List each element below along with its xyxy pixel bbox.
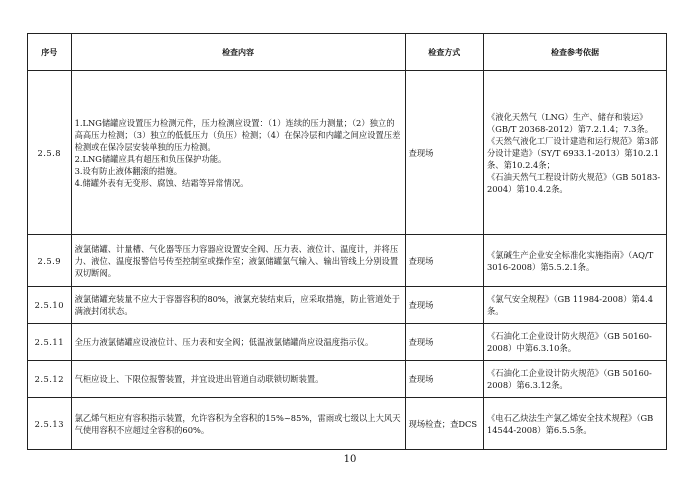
table-row [28, 235, 667, 287]
row-method: 查现场 [405, 324, 483, 361]
row-method: 查现场 [405, 71, 483, 235]
row-method: 查现场 [405, 287, 483, 324]
row-method: 查现场 [405, 361, 483, 398]
row-reference: 《氯气安全规程》（GB 11984-2008）第4.4条。 [484, 287, 667, 324]
table-row [28, 361, 667, 398]
row-reference: 《石油化工企业设计防火规范》（GB 50160-2008）中第6.3.10条。 [484, 324, 667, 361]
row-content: 液氯储罐充装量不应大于容器容积的80%，液氯充装结束后，应采取措施，防止管道处于满液封闭状态。 [71, 287, 405, 324]
row-content: 氯乙烯气柜应有容积指示装置，允许容积为全容积的15%~85%，雷雨或七级以上大风天气使用容积不应超过全容积的60%。 [71, 398, 405, 450]
row-reference: 《石油化工企业设计防火规范》（GB 50160-2008）第6.3.12条。 [484, 361, 667, 398]
row-content: 气柜应设上、下限位报警装置，并宜设进出管道自动联锁切断装置。 [71, 361, 405, 398]
row-number: 2.5.13 [28, 398, 72, 450]
row-number: 2.5.10 [28, 287, 72, 324]
row-content: 全压力液氯储罐应设液位计、压力表和安全阀；低温液氯储罐尚应设温度指示仪。 [71, 324, 405, 361]
row-reference: 《氯碱生产企业安全标准化实施指南》（AQ/T 3016-2008）第5.5.2.1条。 [484, 235, 667, 287]
table-row [28, 287, 667, 324]
inspection-table [27, 33, 667, 450]
table-row [28, 71, 667, 235]
row-method: 查现场 [405, 235, 483, 287]
row-method: 现场检查；查DCS [405, 398, 483, 450]
header-serial-number: 序号 [28, 34, 72, 71]
header-check-content: 检查内容 [71, 34, 405, 71]
row-reference: 《液化天然气（LNG）生产、储存和装运》（GB/T 20368-2012）第7.2.1.4；7.3条。 《天然气液化工厂设计建造和运行规范》第3部分设计建造》（SY/T 6933.1-2013）第10.2.1条、第10.2.4条； 《石油天然气工程设计防火规范》（GB 50183-2004）第10.4.2条。 [484, 71, 667, 235]
row-reference: 《电石乙炔法生产氯乙烯安全技术规程》（GB 14544-2008）第6.5.5条。 [484, 398, 667, 450]
header-check-method: 检查方式 [405, 34, 483, 71]
page-number: 10 [343, 454, 357, 465]
table-row [28, 398, 667, 450]
row-number: 2.5.11 [28, 324, 72, 361]
row-number: 2.5.12 [28, 361, 72, 398]
row-content: 液氯储罐、计量槽、气化器等压力容器应设置安全阀、压力表、液位计、温度计，并将压力、液位、温度报警信号传至控制室或操作室；液氯储罐氯气输入、输出管线上分别设置双切断阀。 [71, 235, 405, 287]
row-number: 2.5.9 [28, 235, 72, 287]
row-content: 1.LNG储罐应设置压力检测元件，压力检测应设置：（1）连续的压力测量；（2）独立的高高压力检测；（3）独立的低低压力（负压）检测；（4）在保冷层和内罐之间应设置压差检测或在保冷层安装单独的压力检测。 2.LNG储罐应具有超压和负压保护功能。 3.设有防止液体翻滚的措施。 4.储罐外表有无变形、腐蚀、结霜等异常情况。 [71, 71, 405, 235]
row-number: 2.5.8 [28, 71, 72, 235]
table-row [28, 324, 667, 361]
header-reference-basis: 检查参考依据 [484, 34, 667, 71]
table-header-row [28, 34, 667, 71]
